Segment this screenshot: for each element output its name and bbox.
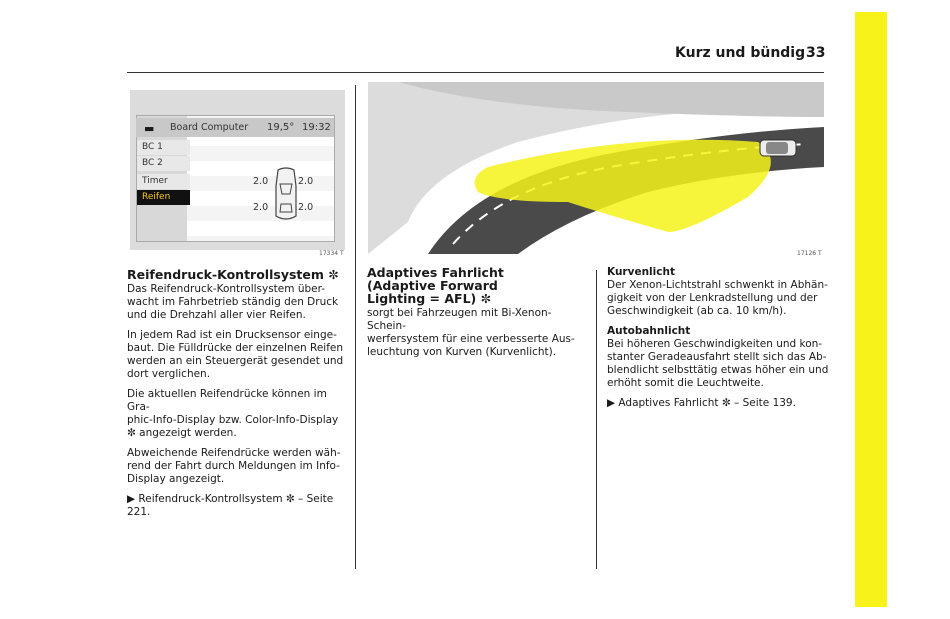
- display-time: 19:32: [302, 122, 331, 133]
- paragraph: In jedem Rad ist ein Drucksensor einge- baut. Die Fülldrücke der einzelnen Reifen werden an ein Steuergerät gesendet und dort verglichen.: [127, 329, 344, 380]
- column-divider: [355, 85, 356, 569]
- display-title: Board Computer: [170, 122, 249, 133]
- adaptive-light-figure: [368, 82, 824, 254]
- header-rule: [127, 72, 824, 73]
- display-temperature: 19,5°: [267, 122, 295, 133]
- paragraph: Das Reifendruck-Kontrollsystem über- wacht im Fahrbetrieb ständig den Druck und die Drehzahl aller vier Reifen.: [127, 283, 339, 321]
- paragraph: Abweichende Reifendrücke werden wäh- rend der Fahrt durch Meldungen im Info- Display angezeigt.: [127, 447, 341, 485]
- menu-item-bc1: BC 1: [137, 140, 190, 155]
- menu-item-bc2: BC 2: [137, 156, 190, 171]
- page-number: 33: [806, 45, 826, 61]
- header-title: Kurz und bündig: [675, 45, 806, 61]
- pressure-front-right: 2.0: [298, 176, 314, 187]
- chapter-tab-marker: [855, 12, 887, 607]
- section-heading: Reifendruck-Kontrollsystem ✼: [127, 267, 339, 282]
- figure-caption: 17334 T: [319, 250, 344, 257]
- page-reference-link[interactable]: ▶ Reifendruck-Kontrollsystem ✼ – Seite 221.: [127, 493, 334, 518]
- board-computer-figure: [130, 90, 345, 250]
- column-tire-pressure: [127, 268, 352, 526]
- car-topview-icon: [270, 166, 302, 224]
- menu-item-reifen: Reifen: [137, 190, 190, 205]
- page-reference-link[interactable]: ▶ Adaptives Fahrlicht ✼ – Seite 139.: [607, 397, 796, 409]
- column-curve-light: [607, 266, 832, 417]
- menu-item-timer: Timer: [137, 174, 190, 189]
- paragraph: Der Xenon-Lichtstrahl schwenkt in Abhän- gigkeit von der Lenkradstellung und der Geschwindigkeit (ab ca. 10 km/h).: [607, 279, 828, 317]
- pressure-rear-left: 2.0: [253, 202, 269, 213]
- paragraph: Die aktuellen Reifendrücke können im Gra- phic-Info-Display bzw. Color-Info-Display ✼ angezeigt werden.: [127, 388, 339, 439]
- car-icon: ▬: [144, 122, 155, 135]
- paragraph: Bei höheren Geschwindigkeiten und kon- stanter Geradeausfahrt stellt sich das Ab- blendlicht selbsttätig etwas höher ein und erhöht somit die Leuchtweite.: [607, 338, 829, 389]
- subheading: Kurvenlicht: [607, 266, 675, 278]
- figure-caption: 17126 T: [797, 250, 822, 257]
- column-adaptive-light: [367, 266, 589, 366]
- paragraph: sorgt bei Fahrzeugen mit Bi-Xenon-Schein- werfersystem für eine verbesserte Aus- leuchtung von Kurven (Kurvenlicht).: [367, 307, 575, 358]
- pressure-rear-right: 2.0: [298, 202, 314, 213]
- pressure-front-left: 2.0: [253, 176, 269, 187]
- subheading: Autobahnlicht: [607, 325, 691, 337]
- column-divider: [596, 270, 597, 569]
- section-heading: Adaptives Fahrlicht (Adaptive Forward Lighting = AFL) ✼: [367, 265, 504, 306]
